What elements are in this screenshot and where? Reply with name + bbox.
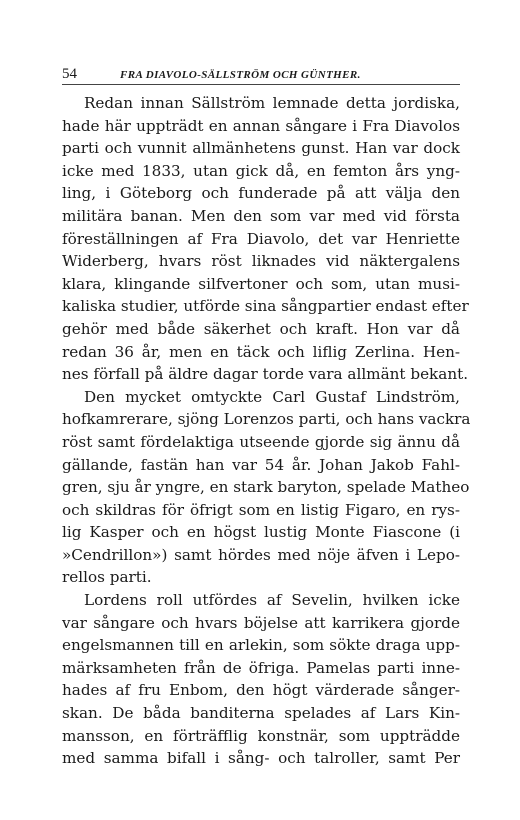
paragraph-3 [62, 589, 460, 770]
paragraph-2 [62, 386, 471, 589]
text-line: Widerberg, hvars röst liknades vid näktergalens [62, 252, 460, 271]
text-line: Lordens roll utfördes af Sevelin, hvilken icke [84, 591, 460, 610]
text-line: Den mycket omtyckte Carl Gustaf Lindström, [84, 387, 460, 406]
text-line: militära banan. Men den som var med vid första [62, 206, 460, 225]
text-line: hofkamrerare, sjöng Lorenzos parti, och hans vackra [62, 410, 471, 429]
text-line: icke med 1833, utan gick då, en femton års yng- [62, 161, 460, 180]
body-text [62, 92, 471, 770]
text-line: engelsmannen till en arlekin, som sökte draga upp- [62, 636, 460, 655]
text-line: märksamheten från de öfriga. Pamelas parti inne- [62, 658, 460, 677]
header-rule [62, 84, 460, 85]
text-line: hade här uppträdt en annan sångare i Fra Diavolos [62, 116, 460, 135]
text-line: parti och vunnit allmänhetens gunst. Han var dock [62, 139, 460, 158]
text-line: gällande, fastän han var 54 år. Johan Jakob Fahl- [62, 455, 460, 474]
text-line: »Cendrillon») samt hördes med nöje äfven i Lepo- [62, 545, 460, 564]
page-number: 54 [62, 66, 77, 82]
text-line: Redan innan Sällström lemnade detta jordiska, [84, 94, 460, 112]
text-line: gren, sju år yngre, en stark baryton, spelade Matheo [62, 478, 470, 497]
text-line: mansson, en förträfflig konstnär, som uppträdde [62, 726, 460, 745]
text-line: kaliska studier, utförde sina sångpartier endast efter [62, 297, 469, 316]
text-line: var sångare och hvars böjelse att karrikera gjorde [62, 613, 460, 632]
text-line: hades af fru Enbom, den högt värderade sånger- [62, 681, 460, 700]
text-line: klara, klingande silfvertoner och som, utan musi- [62, 274, 460, 293]
paragraph-1 [62, 92, 469, 386]
text-line: skan. De båda banditerna spelades af Lars Kin- [62, 704, 460, 723]
running-title: FRA DIAVOLO-SÄLLSTRÖM OCH GÜNTHER. [120, 69, 361, 81]
text-line: nes förfall på äldre dagar torde vara allmänt bekant. [62, 365, 469, 384]
text-line: med samma bifall i sång- och talroller, samt Per [62, 749, 460, 768]
text-line: röst samt fördelaktiga utseende gjorde sig ännu då [62, 432, 460, 451]
text-line: och skildras för öfrigt som en listig Figaro, en rys- [62, 500, 460, 519]
running-header [62, 64, 460, 84]
text-line: gehör med både säkerhet och kraft. Hon var då [62, 319, 460, 338]
text-line: lig Kasper och en högst lustig Monte Fiascone (i [62, 523, 460, 542]
text-line: redan 36 år, men en täck och liflig Zerlina. Hen- [62, 342, 460, 361]
text-line: rellos parti. [62, 568, 152, 587]
text-line: ling, i Göteborg och funderade på att välja den [62, 184, 460, 203]
text-line: föreställningen af Fra Diavolo, det var Henriette [62, 229, 460, 248]
